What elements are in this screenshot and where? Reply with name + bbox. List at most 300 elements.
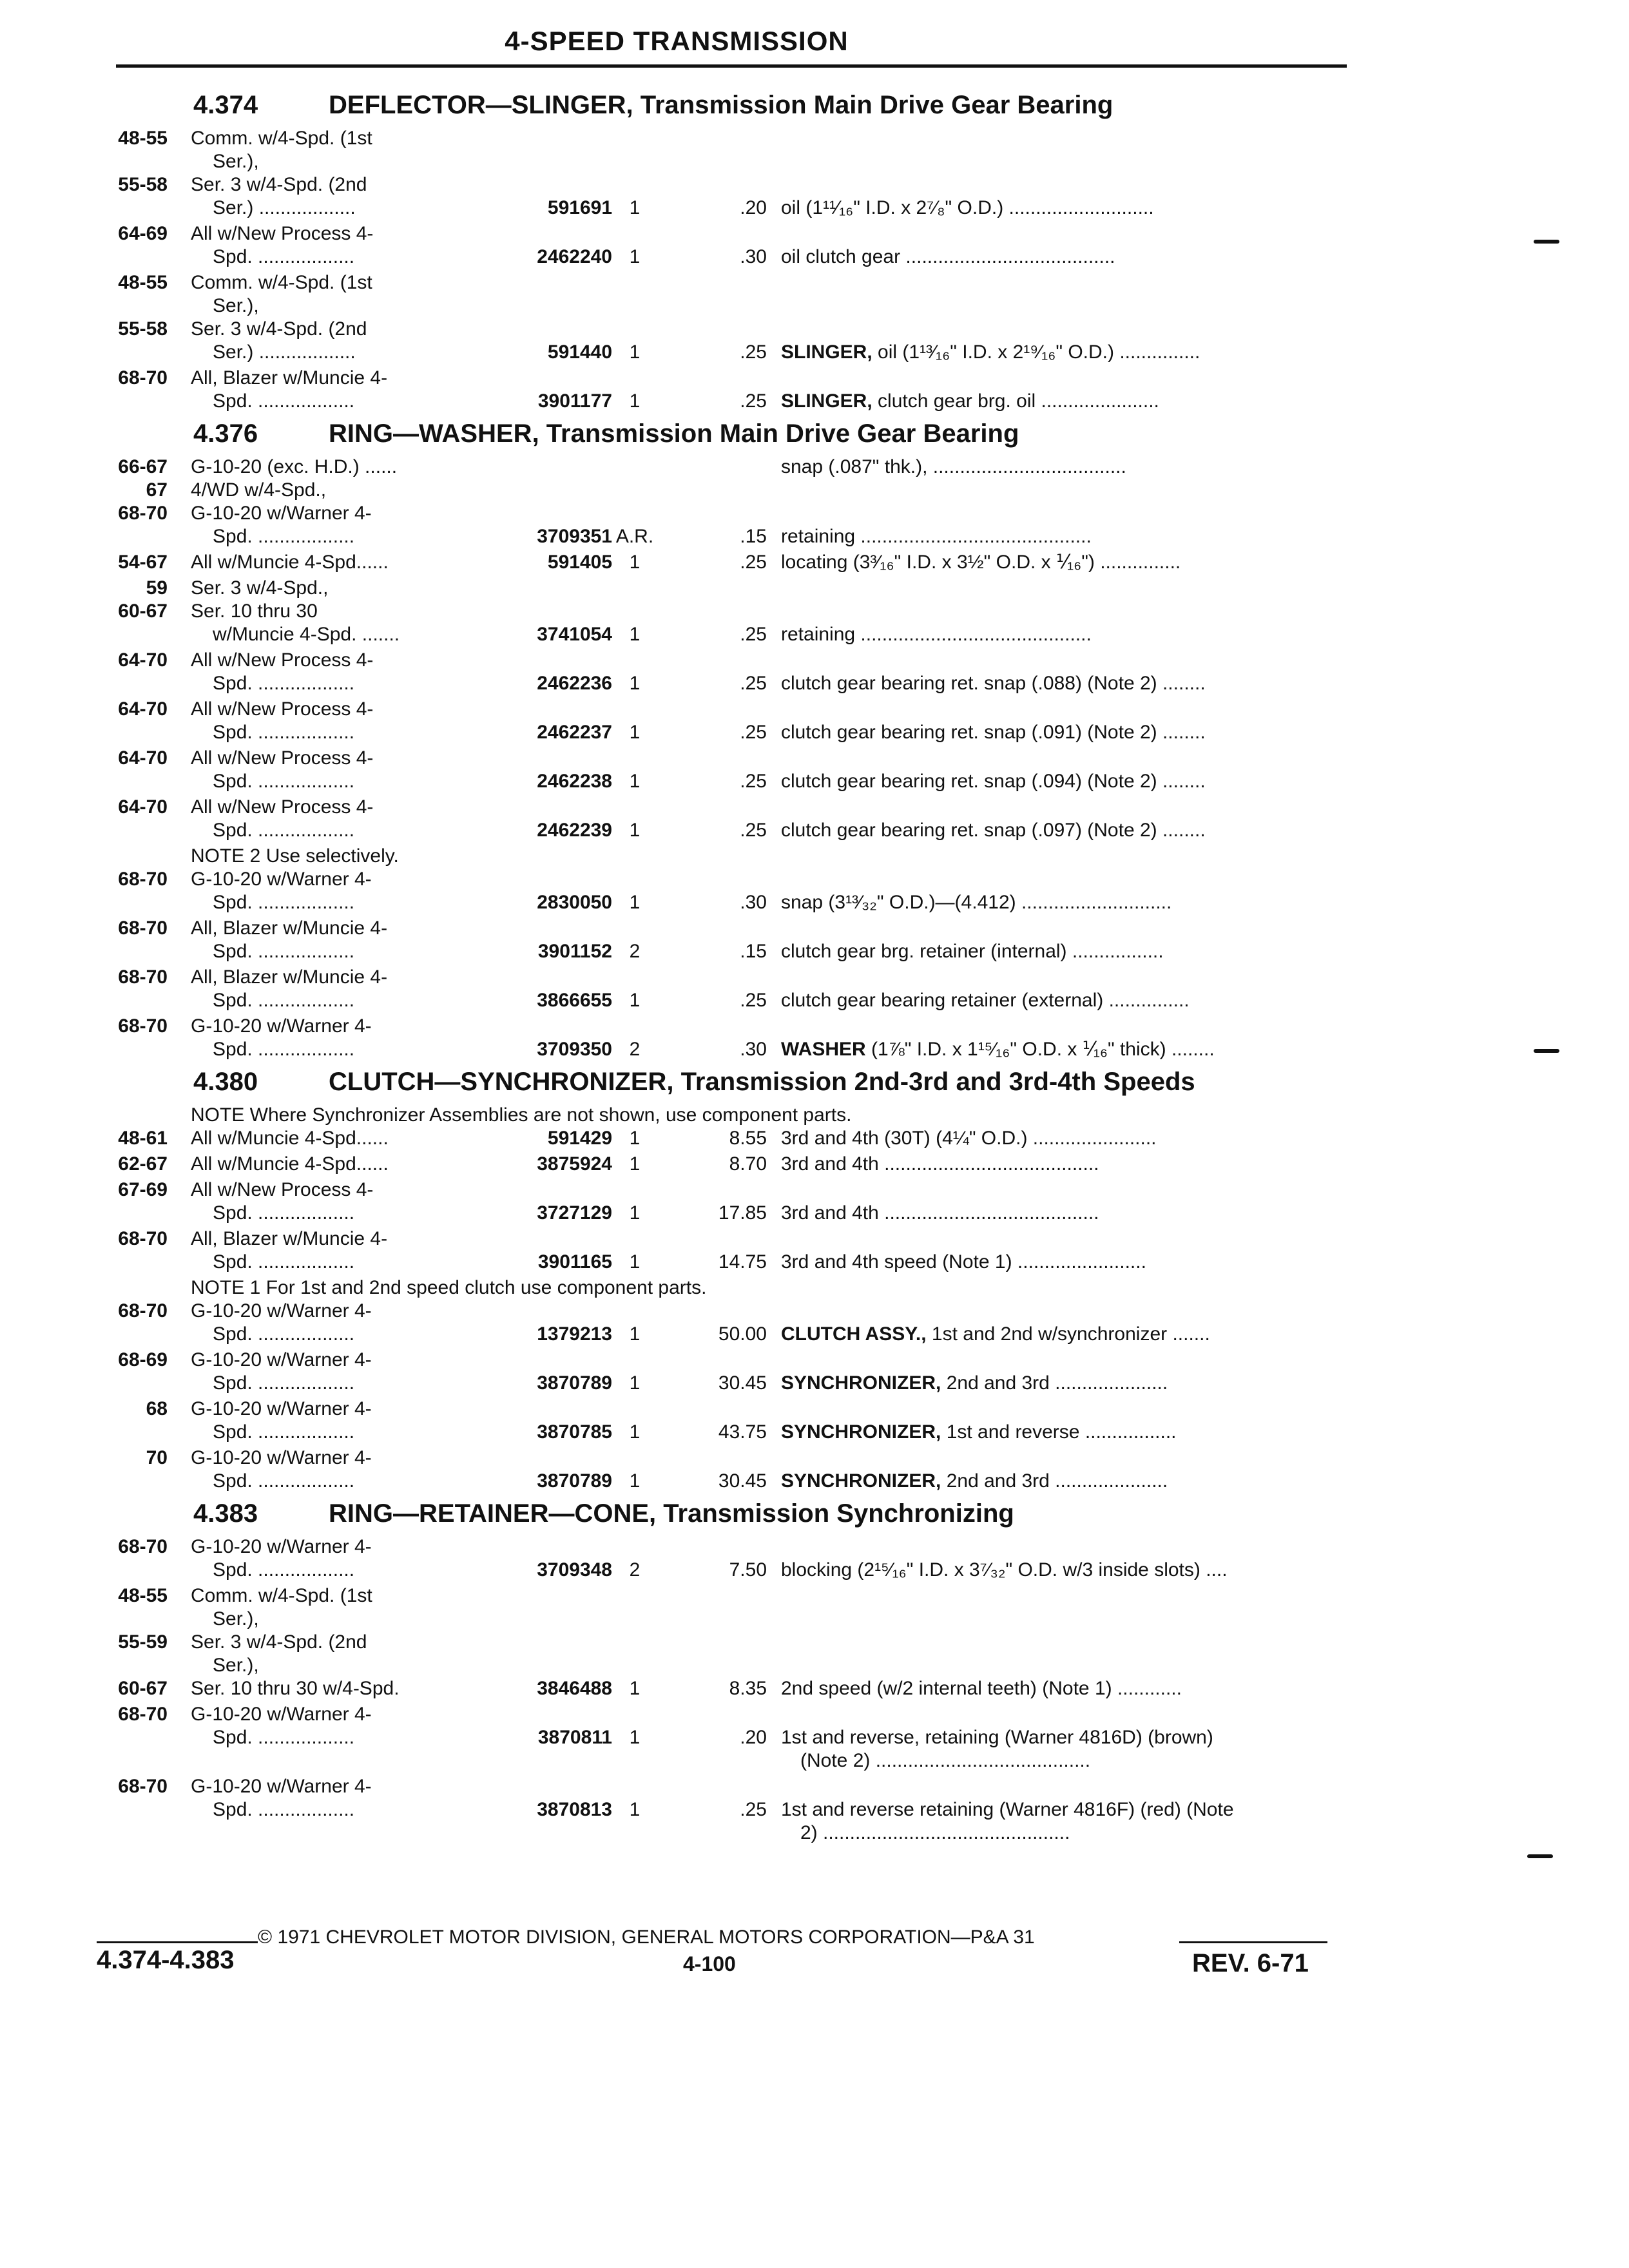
description-text: snap (.087" thk.), .................................... [781, 456, 1126, 477]
description-line [781, 989, 1361, 1012]
price: 30.45 [718, 1372, 767, 1394]
price: 8.35 [729, 1678, 767, 1699]
part-row [97, 1775, 1360, 1847]
model-years: 64-69 [118, 223, 168, 244]
part-number: 2462237 [537, 722, 612, 743]
price: 8.55 [729, 1128, 767, 1149]
model-years: 68-69 [118, 1349, 168, 1370]
quantity: 1 [629, 1202, 641, 1224]
description [781, 1372, 1361, 1395]
price: .15 [740, 941, 767, 962]
application-line: Spd. .................. [213, 990, 355, 1011]
description-text: retaining ........................................... [781, 624, 1092, 645]
application-line: Spd. .................. [213, 1372, 355, 1394]
quantity: 1 [629, 1470, 641, 1492]
description-text: 3rd and 4th speed (Note 1) ........................ [781, 1251, 1146, 1273]
part-number: 591440 [547, 341, 612, 363]
description-text: 2nd and 3rd ..................... [946, 1470, 1168, 1492]
section-range: 4.374-4.383 [97, 1946, 235, 1974]
model-years: 64-70 [118, 747, 168, 769]
description-text: clutch gear bearing retainer (external) ............... [781, 990, 1190, 1011]
description-line [781, 479, 1361, 502]
description-line [781, 1559, 1361, 1582]
model-years: 67 [146, 479, 168, 501]
part-row [97, 1227, 1360, 1276]
price: .25 [740, 722, 767, 743]
section-number: 4.380 [193, 1068, 258, 1096]
application-line: All, Blazer w/Muncie 4- [191, 918, 388, 939]
quantity: 2 [629, 1559, 641, 1581]
price: .25 [740, 1799, 767, 1820]
application-line: Spd. .................. [213, 390, 355, 412]
part-row [97, 1398, 1360, 1446]
price: 17.85 [718, 1202, 767, 1224]
model-years: 55-58 [118, 318, 168, 340]
price: .25 [740, 390, 767, 412]
section-title: RING—WASHER, Transmission Main Drive Gear Bearing [329, 419, 1019, 448]
description [781, 1559, 1361, 1582]
note-text: NOTE 2 Use selectively. [191, 845, 399, 867]
application-line: Spd. .................. [213, 1421, 355, 1443]
part-row [97, 966, 1360, 1015]
quantity: 1 [629, 341, 641, 363]
application-line: Ser. 3 w/4-Spd., [191, 577, 329, 599]
part-row [97, 1703, 1360, 1775]
part-row [97, 1153, 1360, 1178]
part-row [97, 1178, 1360, 1227]
application-line: G-10-20 w/Warner 4- [191, 1704, 372, 1725]
description [781, 819, 1361, 842]
part-row [97, 1446, 1360, 1495]
part-number: 3709350 [537, 1039, 612, 1060]
quantity: 1 [629, 1678, 641, 1699]
application-line: Comm. w/4-Spd. (1st [191, 128, 372, 149]
part-number: 3709351 [537, 526, 612, 547]
application-line: All, Blazer w/Muncie 4- [191, 1228, 388, 1249]
description-keyword: CLUTCH ASSY., [781, 1323, 927, 1345]
part-number: 1379213 [537, 1323, 612, 1345]
application-line: Spd. .................. [213, 722, 355, 743]
section-number: 4.383 [193, 1499, 258, 1528]
price: .30 [740, 1039, 767, 1060]
description [781, 891, 1361, 914]
description-line [781, 623, 1361, 646]
model-years: 48-55 [118, 1585, 168, 1606]
description [781, 1798, 1361, 1845]
note-text: NOTE Where Synchronizer Assemblies are not shown, use component parts. [191, 1104, 852, 1126]
application-line: Ser.), [213, 295, 259, 316]
description-text: (1⅞" I.D. x 1¹⁵⁄₁₆" O.D. x ⅟₁₆" thick) ........ [871, 1039, 1215, 1060]
application-line: Ser. 3 w/4-Spd. (2nd [191, 318, 367, 340]
part-number: 3846488 [537, 1678, 612, 1699]
part-row [97, 367, 1360, 416]
part-row [97, 649, 1360, 698]
model-years: 67-69 [118, 1179, 168, 1200]
model-years: 48-61 [118, 1128, 168, 1149]
description [781, 390, 1361, 413]
part-number: 2462239 [537, 820, 612, 841]
description-line [781, 1153, 1361, 1176]
price: .25 [740, 624, 767, 645]
application-line: G-10-20 w/Warner 4- [191, 1776, 372, 1797]
part-number: 591405 [547, 552, 612, 573]
model-years: 68 [146, 1398, 168, 1419]
model-years: 68-70 [118, 503, 168, 524]
model-years: 68-70 [118, 966, 168, 988]
section-number: 4.374 [193, 91, 258, 119]
section-title: CLUTCH—SYNCHRONIZER, Transmission 2nd-3rd and 3rd-4th Speeds [329, 1068, 1195, 1096]
description-line [781, 1421, 1361, 1444]
description [781, 1421, 1361, 1444]
part-row [97, 551, 1360, 577]
part-row [97, 271, 1360, 367]
part-row [97, 1127, 1360, 1153]
part-row [97, 796, 1360, 845]
application-line: Ser. 10 thru 30 [191, 601, 318, 622]
description-line [781, 891, 1361, 914]
application-line: Ser. 3 w/4-Spd. (2nd [191, 1631, 367, 1653]
description-line [781, 1821, 1361, 1845]
quantity: 1 [629, 820, 641, 841]
description [781, 1677, 1361, 1700]
application-line: Spd. .................. [213, 1323, 355, 1345]
part-number: 3870811 [537, 1727, 612, 1748]
description-line [781, 525, 1361, 548]
part-number: 3901177 [537, 390, 612, 412]
scan-mark [1534, 240, 1559, 244]
quantity: A.R. [615, 526, 654, 547]
application-line: Ser. 3 w/4-Spd. (2nd [191, 174, 367, 195]
part-row [97, 1300, 1360, 1349]
application-line: All, Blazer w/Muncie 4- [191, 966, 388, 988]
model-years: 54-67 [118, 552, 168, 573]
price: .25 [740, 552, 767, 573]
application-line: G-10-20 w/Warner 4- [191, 503, 372, 524]
application-line: Ser.), [213, 151, 259, 172]
description-text: snap (3¹³⁄₃₂" O.D.)—(4.412) ............................ [781, 892, 1172, 913]
description [781, 1470, 1361, 1493]
description [781, 456, 1361, 548]
description [781, 245, 1361, 269]
part-row [97, 222, 1360, 271]
application-line: All w/Muncie 4-Spd...... [191, 1153, 389, 1175]
description-text: clutch gear brg. oil ...................... [878, 390, 1159, 412]
description-line [781, 1251, 1361, 1274]
part-row [97, 577, 1360, 649]
price: .30 [740, 892, 767, 913]
description-text: 1st and reverse, retaining (Warner 4816D) (brown) [781, 1727, 1213, 1748]
price: .20 [740, 1727, 767, 1748]
description-text: 1st and reverse retaining (Warner 4816F) (red) (Note [781, 1799, 1234, 1820]
price: .15 [740, 526, 767, 547]
application-line: Spd. .................. [213, 1559, 355, 1581]
quantity: 1 [629, 1153, 641, 1175]
application-line: Comm. w/4-Spd. (1st [191, 272, 372, 293]
description [781, 1153, 1361, 1176]
model-years: 60-67 [118, 601, 168, 622]
model-years: 66-67 [118, 456, 168, 477]
model-years: 60-67 [118, 1678, 168, 1699]
quantity: 1 [629, 1727, 641, 1748]
description-line [781, 1202, 1361, 1225]
parts-listing [97, 87, 1360, 1847]
description-text: 1st and 2nd w/synchronizer ....... [931, 1323, 1210, 1345]
description-line [781, 456, 1361, 479]
part-number: 3870789 [537, 1372, 612, 1394]
revision-label: REV. 6-71 [1192, 1949, 1309, 1977]
part-number: 3866655 [537, 990, 612, 1011]
price: .25 [740, 771, 767, 792]
application-line: Spd. .................. [213, 1039, 355, 1060]
description-line [781, 1372, 1361, 1395]
application-line: Ser.) .................. [213, 341, 356, 363]
application-line: Ser.), [213, 1655, 259, 1676]
quantity: 1 [629, 552, 641, 573]
description [781, 989, 1361, 1012]
application-line: Spd. .................. [213, 1202, 355, 1224]
application-line: Spd. .................. [213, 941, 355, 962]
description [781, 940, 1361, 963]
quantity: 1 [629, 624, 641, 645]
part-number: 3901165 [537, 1251, 612, 1273]
section-number: 4.376 [193, 419, 258, 448]
model-years: 48-55 [118, 272, 168, 293]
quantity: 1 [629, 1799, 641, 1820]
part-number: 591691 [547, 197, 612, 218]
price: 14.75 [718, 1251, 767, 1273]
application-line: Spd. .................. [213, 1799, 355, 1820]
description-line [781, 940, 1361, 963]
description-line [781, 390, 1361, 413]
description-line [781, 197, 1361, 220]
description-line [781, 721, 1361, 744]
part-number: 3901152 [537, 941, 612, 962]
part-number: 3870813 [537, 1799, 612, 1820]
model-years: 55-58 [118, 174, 168, 195]
part-number: 591429 [547, 1128, 612, 1149]
description-line [781, 1038, 1361, 1061]
description [781, 1127, 1361, 1150]
description-text: 3rd and 4th ........................................ [781, 1153, 1099, 1175]
description-line [781, 551, 1361, 574]
description-line [781, 1798, 1361, 1821]
part-row [97, 917, 1360, 966]
description [781, 672, 1361, 695]
description-keyword: SYNCHRONIZER, [781, 1421, 941, 1443]
application-line: Ser.), [213, 1608, 259, 1629]
part-row [97, 868, 1360, 917]
description-line [781, 1749, 1361, 1773]
application-line: Spd. .................. [213, 1470, 355, 1492]
price: .25 [740, 820, 767, 841]
application-line: G-10-20 w/Warner 4- [191, 1300, 372, 1321]
application-line: G-10-20 w/Warner 4- [191, 1398, 372, 1419]
description-text: 2nd and 3rd ..................... [946, 1372, 1168, 1394]
price: 8.70 [729, 1153, 767, 1175]
part-row [97, 1584, 1360, 1703]
quantity: 2 [629, 941, 641, 962]
description-text: clutch gear bearing ret. snap (.097) (Note 2) ........ [781, 820, 1206, 841]
description-keyword: SYNCHRONIZER, [781, 1470, 941, 1492]
page-number: 4-100 [683, 1952, 736, 1975]
part-number: 3875924 [537, 1153, 612, 1175]
description-text: 2nd speed (w/2 internal teeth) (Note 1) ............ [781, 1678, 1182, 1699]
price: 50.00 [718, 1323, 767, 1345]
section-heading [97, 1064, 1360, 1104]
description [781, 623, 1361, 646]
model-years: 62-67 [118, 1153, 168, 1175]
model-years: 64-70 [118, 649, 168, 671]
description-line [781, 502, 1361, 525]
application-line: G-10-20 w/Warner 4- [191, 1015, 372, 1037]
part-number: 3870785 [537, 1421, 612, 1443]
description-keyword: SLINGER, [781, 341, 872, 363]
price: .25 [740, 990, 767, 1011]
model-years: 48-55 [118, 128, 168, 149]
model-years: 68-70 [118, 1228, 168, 1249]
description [781, 1038, 1361, 1061]
part-row [97, 1349, 1360, 1398]
application-line: All w/New Process 4- [191, 1179, 374, 1200]
description [781, 1251, 1361, 1274]
model-years: 68-70 [118, 1776, 168, 1797]
description-text: clutch gear bearing ret. snap (.088) (Note 2) ........ [781, 673, 1206, 694]
application-line: Spd. .................. [213, 673, 355, 694]
model-years: 68-70 [118, 367, 168, 389]
model-years: 64-70 [118, 796, 168, 818]
description-line [781, 672, 1361, 695]
application-line: G-10-20 (exc. H.D.) ...... [191, 456, 398, 477]
quantity: 1 [629, 771, 641, 792]
description [781, 551, 1361, 574]
model-years: 68-70 [118, 1300, 168, 1321]
quantity: 1 [629, 990, 641, 1011]
application-line: G-10-20 w/Warner 4- [191, 869, 372, 890]
section-title: RING—RETAINER—CONE, Transmission Synchronizing [329, 1499, 1014, 1528]
copyright-line: © 1971 CHEVROLET MOTOR DIVISION, GENERAL MOTORS CORPORATION—P&A 31 [258, 1927, 1035, 1948]
part-number: 2462236 [537, 673, 612, 694]
part-number: 2830050 [537, 892, 612, 913]
description-line [781, 1470, 1361, 1493]
application-line: Ser.) .................. [213, 197, 356, 218]
application-line: Spd. .................. [213, 526, 355, 547]
application-line: All w/New Process 4- [191, 796, 374, 818]
scan-mark [1527, 1854, 1553, 1858]
application-line: All w/New Process 4- [191, 747, 374, 769]
quantity: 1 [629, 1251, 641, 1273]
model-years: 59 [146, 577, 168, 599]
section-heading [97, 416, 1360, 456]
part-row [97, 1535, 1360, 1584]
section-heading [97, 1495, 1360, 1535]
description [781, 721, 1361, 744]
quantity: 1 [629, 246, 641, 267]
part-row [97, 456, 1360, 551]
part-row [97, 127, 1360, 222]
description-text: blocking (2¹⁵⁄₁₆" I.D. x 3⁷⁄₃₂" O.D. w/3 inside slots) .... [781, 1559, 1228, 1581]
description [781, 770, 1361, 793]
description-text: clutch gear bearing ret. snap (.094) (Note 2) ........ [781, 771, 1206, 792]
description-text: oil (1¹³⁄₁₆" I.D. x 2¹⁹⁄₁₆" O.D.) ............... [878, 341, 1200, 363]
description [781, 1726, 1361, 1773]
application-line: All w/New Process 4- [191, 698, 374, 720]
quantity: 1 [629, 722, 641, 743]
note-text: NOTE 1 For 1st and 2nd speed clutch use component parts. [191, 1277, 707, 1298]
price: 30.45 [718, 1470, 767, 1492]
description-text: clutch gear brg. retainer (internal) ................. [781, 941, 1164, 962]
price: 7.50 [729, 1559, 767, 1581]
part-number: 2462238 [537, 771, 612, 792]
quantity: 1 [629, 1421, 641, 1443]
application-line: 4/WD w/4-Spd., [191, 479, 327, 501]
application-line: Spd. .................. [213, 1727, 355, 1748]
part-number: 3741054 [537, 624, 612, 645]
description-line [781, 770, 1361, 793]
description-text: 1st and reverse ................. [946, 1421, 1177, 1443]
application-line: All, Blazer w/Muncie 4- [191, 367, 388, 389]
application-line: Spd. .................. [213, 1251, 355, 1273]
model-years: 68-70 [118, 1704, 168, 1725]
quantity: 1 [629, 892, 641, 913]
application-line: Comm. w/4-Spd. (1st [191, 1585, 372, 1606]
page-title: 4-SPEED TRANSMISSION [505, 26, 849, 56]
model-years: 68-70 [118, 918, 168, 939]
section-title: DEFLECTOR—SLINGER, Transmission Main Drive Gear Bearing [329, 91, 1113, 119]
quantity: 1 [629, 1372, 641, 1394]
part-number: 3709348 [537, 1559, 612, 1581]
application-line: All w/Muncie 4-Spd...... [191, 1128, 389, 1149]
model-years: 55-59 [118, 1631, 168, 1653]
model-years: 68-70 [118, 1536, 168, 1557]
description-text: 2) .............................................. [800, 1822, 1070, 1843]
part-number: 3727129 [537, 1202, 612, 1224]
application-line: Spd. .................. [213, 771, 355, 792]
application-line: Ser. 10 thru 30 w/4-Spd. [191, 1678, 400, 1699]
description-line [781, 1323, 1361, 1346]
description-text: locating (3³⁄₁₆" I.D. x 3½" O.D. x ⅟₁₆") ............... [781, 552, 1181, 573]
application-line: Spd. .................. [213, 892, 355, 913]
application-line: G-10-20 w/Warner 4- [191, 1536, 372, 1557]
description [781, 1323, 1361, 1346]
quantity: 2 [629, 1039, 641, 1060]
header-rule [116, 64, 1347, 68]
description-line [781, 1127, 1361, 1150]
model-years: 64-70 [118, 698, 168, 720]
price: .30 [740, 246, 767, 267]
application-line: Spd. .................. [213, 246, 355, 267]
quantity: 1 [629, 1323, 641, 1345]
description-line [781, 1677, 1361, 1700]
description-text: 3rd and 4th ........................................ [781, 1202, 1099, 1224]
model-years: 70 [146, 1447, 168, 1468]
application-line: All w/New Process 4- [191, 223, 374, 244]
quantity: 1 [629, 1128, 641, 1149]
application-line: All w/New Process 4- [191, 649, 374, 671]
part-row [97, 698, 1360, 747]
description-line [781, 245, 1361, 269]
model-years: 68-70 [118, 869, 168, 890]
quantity: 1 [629, 673, 641, 694]
price: .25 [740, 341, 767, 363]
description-text: (Note 2) ........................................ [800, 1750, 1091, 1771]
application-line: Spd. .................. [213, 820, 355, 841]
description-text: oil (1¹¹⁄₁₆" I.D. x 2⁷⁄₈" O.D.) ........................... [781, 197, 1154, 218]
model-years: 68-70 [118, 1015, 168, 1037]
part-number: 3870789 [537, 1470, 612, 1492]
footer-rule [97, 1941, 258, 1943]
description [781, 197, 1361, 220]
part-number: 2462240 [537, 246, 612, 267]
